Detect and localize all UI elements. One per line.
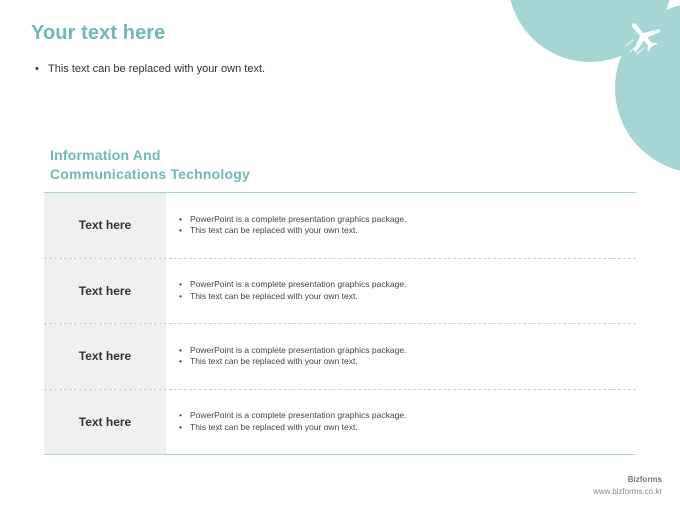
table-row bbox=[44, 390, 636, 455]
footer-url: www.bizforms.co.kr bbox=[593, 487, 662, 496]
row-content bbox=[166, 193, 636, 258]
bullet: • bbox=[179, 356, 182, 367]
bullet: • bbox=[179, 213, 182, 224]
row-content bbox=[166, 324, 636, 389]
row-line bbox=[179, 345, 636, 357]
page-title: Your text here bbox=[31, 22, 166, 44]
row-line-text: PowerPoint is a complete presentation graphics package. bbox=[190, 279, 407, 290]
row-line bbox=[179, 422, 636, 434]
row-line bbox=[179, 225, 636, 237]
row-line bbox=[179, 291, 636, 303]
section-title-line-2: Communications Technology bbox=[50, 166, 250, 182]
section-title bbox=[50, 146, 250, 184]
row-line bbox=[179, 356, 636, 368]
bullet: • bbox=[179, 279, 182, 290]
row-line-text: PowerPoint is a complete presentation graphics package. bbox=[190, 213, 407, 224]
intro-text-content: This text can be replaced with your own text. bbox=[48, 63, 266, 75]
bullet: • bbox=[179, 225, 182, 236]
bullet: • bbox=[179, 410, 182, 421]
row-line bbox=[179, 410, 636, 422]
table-row bbox=[44, 259, 636, 325]
info-table bbox=[44, 192, 636, 455]
footer bbox=[593, 474, 662, 498]
airplane-icon bbox=[620, 13, 665, 58]
row-label: Text here bbox=[44, 324, 166, 389]
row-line bbox=[179, 214, 636, 226]
row-line-text: This text can be replaced with your own text. bbox=[190, 290, 358, 301]
row-line-text: This text can be replaced with your own text. bbox=[190, 225, 358, 236]
bullet: • bbox=[179, 421, 182, 432]
bullet: • bbox=[179, 290, 182, 301]
row-content bbox=[166, 259, 636, 324]
row-line-text: PowerPoint is a complete presentation graphics package. bbox=[190, 410, 407, 421]
bullet: • bbox=[35, 63, 39, 75]
bullet: • bbox=[179, 344, 182, 355]
row-label: Text here bbox=[44, 390, 166, 455]
row-label: Text here bbox=[44, 259, 166, 324]
footer-brand: Bizforms bbox=[627, 475, 662, 484]
row-line bbox=[179, 279, 636, 291]
table-row bbox=[44, 193, 636, 259]
row-line-text: This text can be replaced with your own text. bbox=[190, 356, 358, 367]
row-line-text: PowerPoint is a complete presentation graphics package. bbox=[190, 344, 407, 355]
section-title-line-1: Information And bbox=[50, 147, 161, 163]
row-content bbox=[166, 390, 636, 455]
intro-text bbox=[35, 63, 265, 75]
row-line-text: This text can be replaced with your own text. bbox=[190, 421, 358, 432]
row-label: Text here bbox=[44, 193, 166, 258]
table-row bbox=[44, 324, 636, 390]
